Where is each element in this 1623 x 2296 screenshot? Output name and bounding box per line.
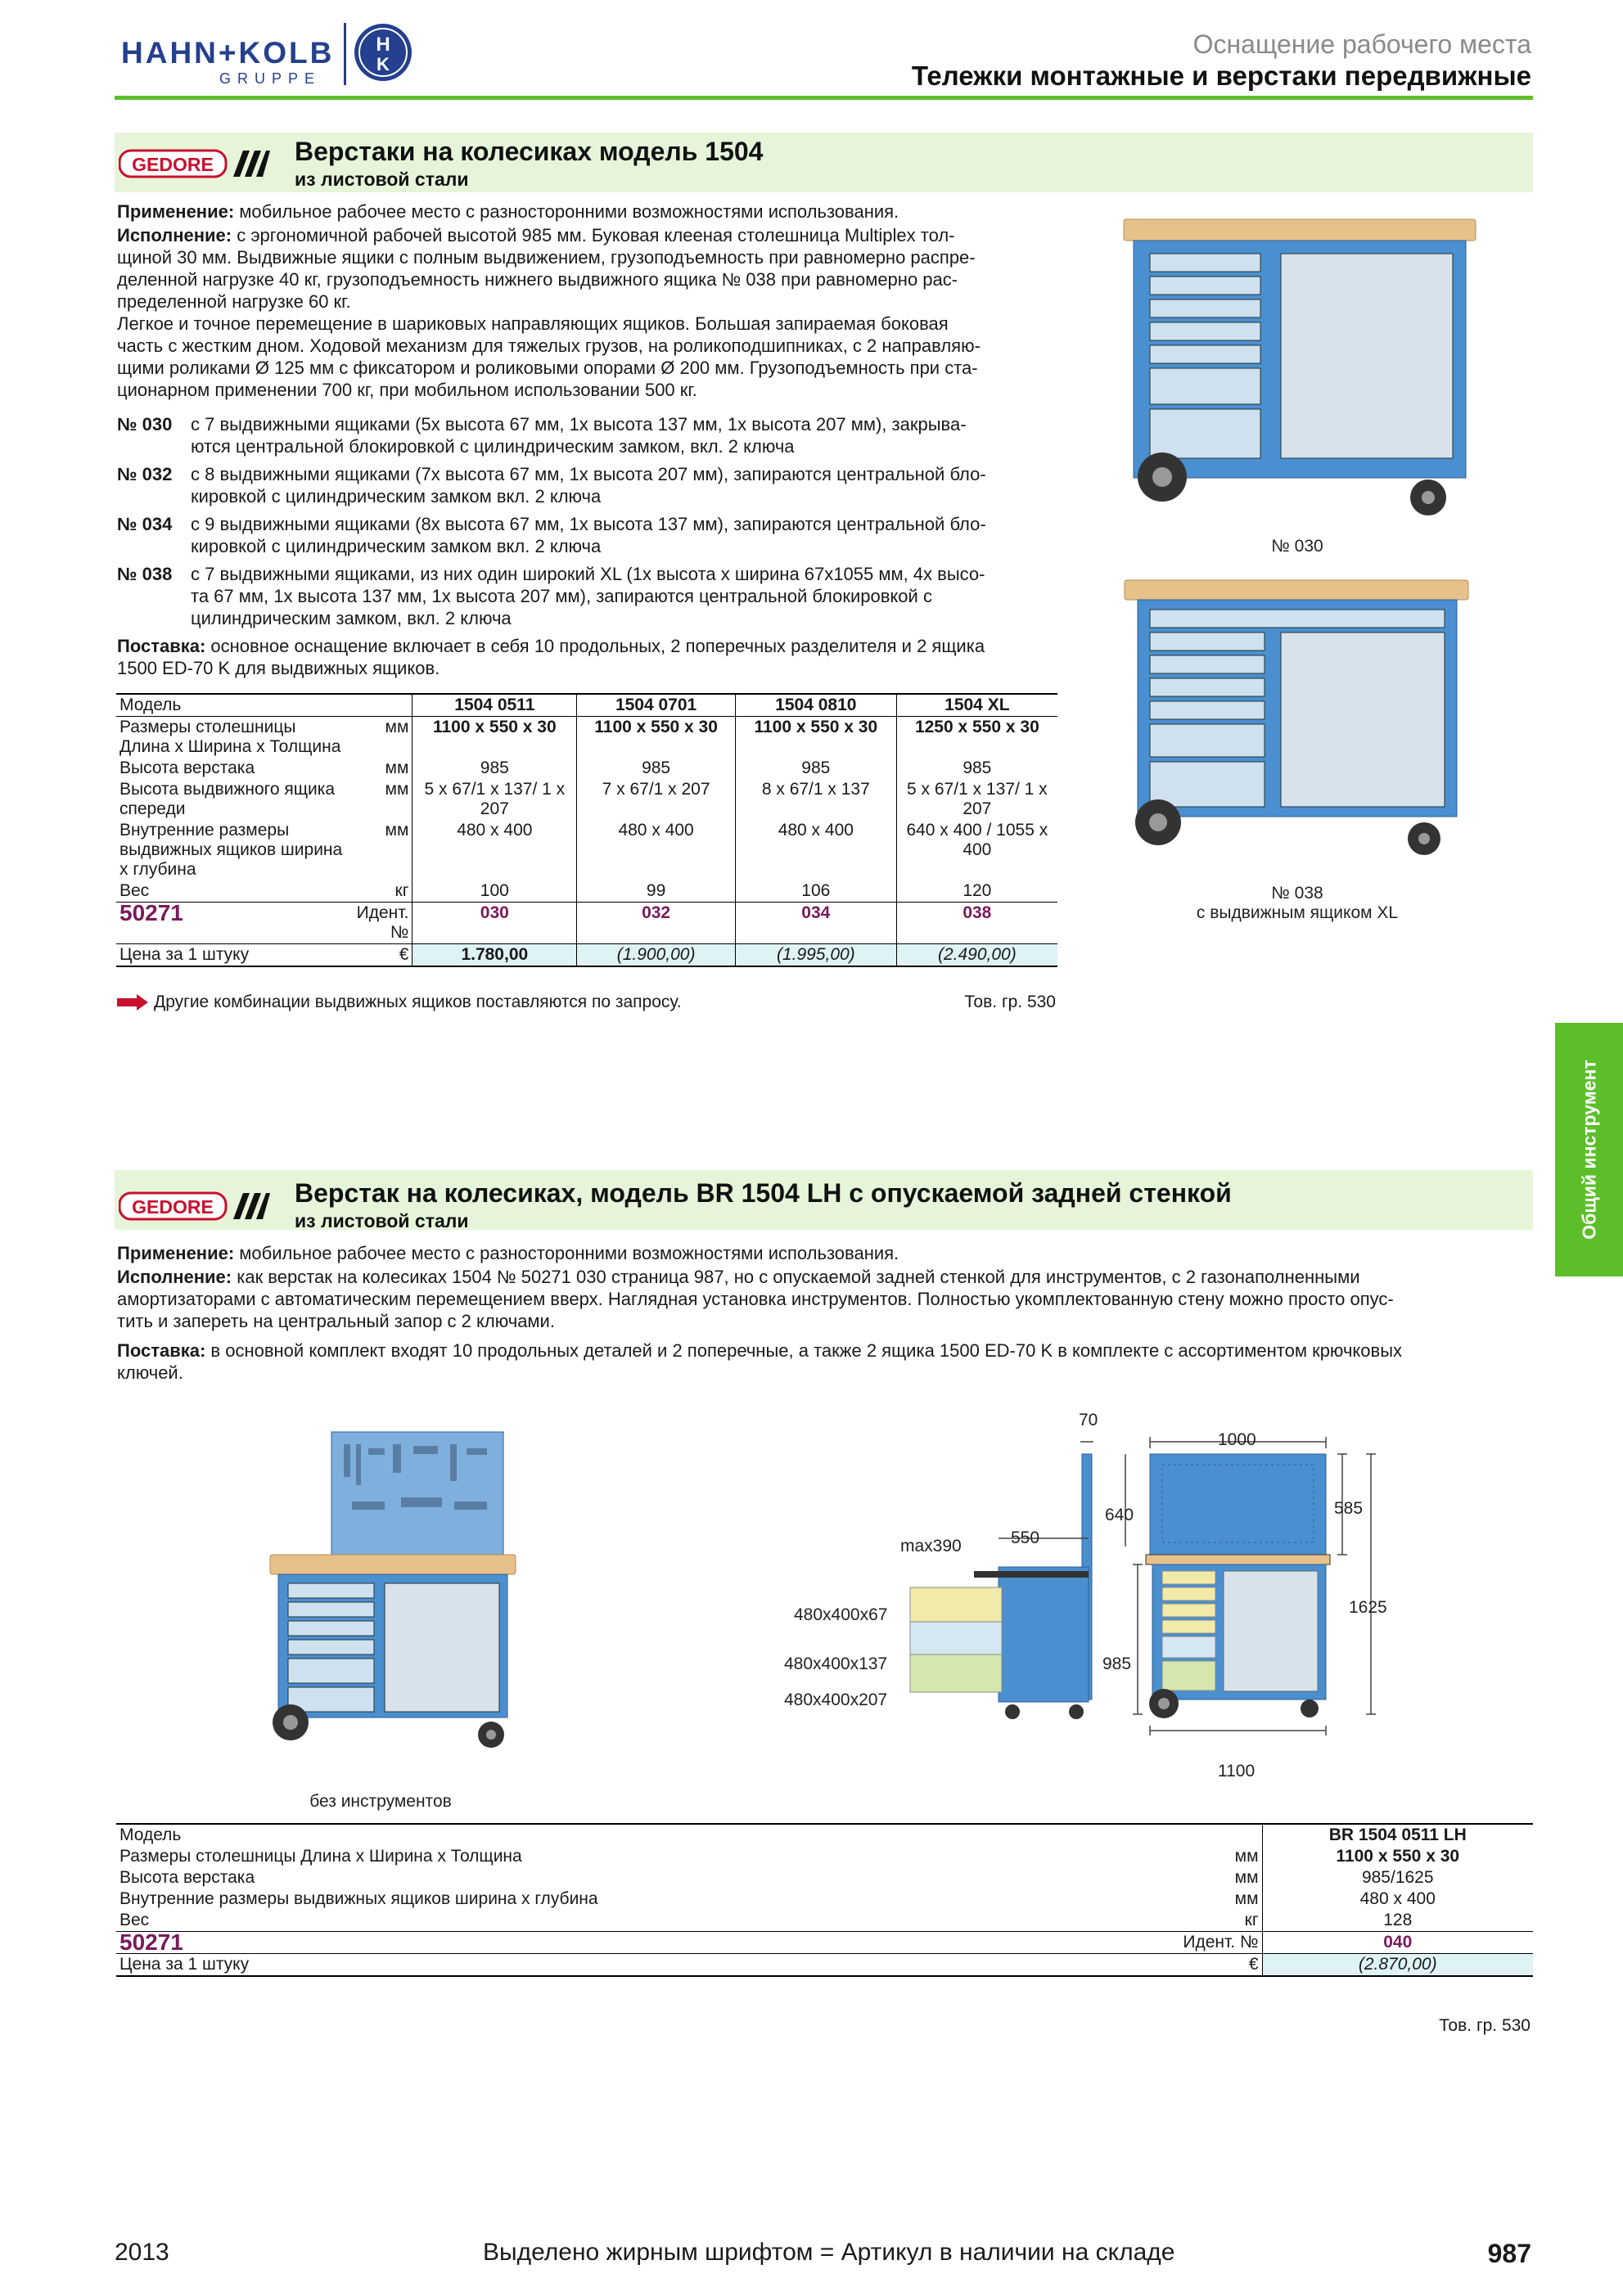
cell-value: 480 x 400 [577, 820, 736, 880]
section2-subtitle: из листовой стали [295, 1210, 469, 1231]
price-value: (1.900,00) [577, 944, 736, 967]
footer-note: Выделено жирным шрифтом = Артикул в наличии на складе [483, 2239, 1175, 2266]
row-unit: мм [345, 758, 413, 779]
gedore-logo-icon [119, 1190, 270, 1222]
section1-delivery: Поставка: основное оснащение включает в себя 10 продольных, 2 поперечных разделителя и 2 ящика 1500 ED-70 K для выдвижных ящиков. [117, 636, 985, 678]
row-unit: мм [1139, 1867, 1262, 1889]
section1-note: Другие комбинации выдвижных ящиков поставляются по запросу. [154, 993, 682, 1011]
dim-70: 70 [1079, 1411, 1098, 1429]
row-label: Размеры столешницы Длина х Ширина х Толщина [119, 1847, 522, 1866]
cell-value: 8 x 67/1 x 137 [735, 779, 896, 820]
cell-value: 99 [577, 880, 736, 903]
model-038-desc: № 038 с 7 выдвижными ящиками, из них один широкий XL (1х высота х ширина 67х1055 мм, 4х высо- та 67 мм, 1х высота 137 мм, 1х высота 207 мм), запираются центральной блокировкой с цилиндрическим замком, вкл. 2 ключа [117, 564, 985, 628]
model-header: 1504 XL [944, 696, 1010, 714]
side-tab-label: Общий инструмент [1578, 1060, 1599, 1240]
page-category: Оснащение рабочего места [1192, 29, 1531, 59]
price-label: Цена за 1 штуку [119, 1955, 250, 1974]
footer-year: 2013 [115, 2239, 169, 2266]
table-row [116, 1846, 1533, 1867]
page-number: 987 [1487, 2239, 1531, 2268]
row-unit: мм [1139, 1846, 1262, 1867]
ident-value: 040 [1383, 1933, 1413, 1952]
section2-tov-gr: Тов. гр. 530 [1439, 2016, 1531, 2035]
svg-text:GEDORE: GEDORE [132, 154, 214, 175]
caption-no-tools: без инструментов [309, 1792, 452, 1811]
arrow-right-icon [117, 994, 150, 1011]
table-row [116, 779, 1057, 820]
article-number: 50271 [119, 1929, 183, 1955]
hk-emblem-icon [352, 21, 414, 83]
section1-execution: Исполнение: с эргономичной рабочей высотой 985 мм. Буковая клееная столешница Multiplex тол- щиной 30 мм. Выдвижные ящики с полным выдвижением, грузоподъемность при равномерно распре- деленной нагрузке 40 кг, грузоподъемность нижнего выдвижного ящика № 038 при равномерно рас- пределенной нагрузке 60 кг. Легкое и точное перемещение в шариковых направляющих ящиков. Большая запираемая боковая часть с жестким дном. Ходовой механизм для тяжелых грузов, на роликоподшипниках, с 2 направляю- щими роликами Ø 125 мм с фиксатором и роликовыми опорами Ø 200 мм. Грузоподъемность при ста- ционарном применении 700 кг, при мобильном использовании 500 кг. [117, 225, 981, 400]
table-row [116, 820, 1057, 880]
row-unit: кг [345, 880, 413, 903]
dimension-diagram [900, 1407, 1391, 1776]
row-unit: мм [345, 717, 413, 759]
row-label: Вес [119, 881, 150, 900]
row-label: Высота выдвижного ящика спереди [119, 780, 336, 818]
ident-value: 034 [735, 903, 896, 944]
table-row [116, 1954, 1533, 1977]
cell-value: 1100 x 550 x 30 [413, 717, 577, 759]
table-row [116, 944, 1057, 967]
cell-value: 1250 x 550 x 30 [914, 718, 1039, 736]
row-label: Высота верстака [119, 759, 255, 777]
svg-text:K: K [376, 54, 390, 74]
cell-value: 100 [413, 880, 577, 903]
cell-value: 985 [413, 758, 577, 779]
cell-value: 985 [735, 758, 896, 779]
price-label: Цена за 1 штуку [119, 945, 250, 964]
dim-985: 985 [1102, 1654, 1132, 1673]
cell-value: 985/1625 [1361, 1868, 1434, 1887]
model-header: 1504 0701 [577, 694, 736, 717]
row-label: Вес [119, 1911, 150, 1929]
price-value: (2.870,00) [1262, 1954, 1533, 1977]
logo-divider [344, 23, 346, 85]
cell-value: 120 [963, 881, 992, 900]
section2-execution: Исполнение: как верстак на колесиках 1504 № 50271 030 страница 987, но с опускаемой задней стенкой для инструментов, с 2 газонаполненными амортизаторами с автоматическим перемещением вверх. Наглядная установка инструментов. Полностью укомплектованную стену можно просто опус- тить и запереть на центральный запор с 2 ключами. [117, 1267, 1394, 1331]
table-row [116, 694, 1057, 717]
model-header: 1504 0810 [735, 694, 896, 717]
section1-title: Верстаки на колесиках модель 1504 [295, 137, 764, 166]
cell-value: 480 x 400 [413, 820, 577, 880]
cell-value: 1100 x 550 x 30 [735, 717, 896, 759]
row-label: Внутренние размеры выдвижных ящиков ширина х глубина [119, 1889, 598, 1908]
dim-550: 550 [1011, 1528, 1040, 1547]
price-value: (2.490,00) [896, 944, 1057, 967]
cell-value: 5 x 67/1 x 137/ 1 x 207 [413, 779, 577, 820]
table-row [116, 880, 1057, 903]
section2-title: Верстак на колесиках, модель BR 1504 LH с опускаемой задней стенкой [295, 1178, 1232, 1208]
row-unit: мм [345, 779, 413, 820]
ident-label: Идент. № [345, 903, 413, 944]
side-tab-general-tools[interactable] [1555, 1023, 1623, 1276]
dim-drawer-137: 480x400x137 [784, 1654, 888, 1673]
table-row [116, 717, 1057, 759]
table-row [116, 1824, 1533, 1846]
model-label: Модель [116, 1824, 1262, 1846]
table-row [116, 903, 1057, 944]
currency: € [1139, 1954, 1262, 1977]
model-header: BR 1504 0511 LH [1328, 1826, 1467, 1844]
caption-030: № 030 [1271, 537, 1323, 556]
section1-tov-gr: Тов. гр. 530 [964, 993, 1056, 1011]
logo-sub: GRUPPE [219, 70, 322, 87]
dim-drawer-67: 480x400x67 [794, 1605, 888, 1624]
dim-1625: 1625 [1349, 1598, 1387, 1617]
row-label: Размеры столешницы Длина х Ширина х Толщина [119, 718, 341, 756]
row-unit: мм [345, 820, 413, 880]
cell-value: 7 x 67/1 x 207 [577, 779, 736, 820]
table-row [116, 758, 1057, 779]
svg-text:GEDORE: GEDORE [132, 1196, 214, 1218]
cell-value: 480 x 400 [1359, 1889, 1436, 1908]
header-rule [115, 96, 1533, 100]
dim-585: 585 [1334, 1499, 1364, 1518]
dim-1000: 1000 [1218, 1430, 1256, 1449]
caption-038: № 038 с выдвижным ящиком XL [1196, 884, 1399, 922]
dim-640: 640 [1105, 1506, 1134, 1524]
cell-value: 480 x 400 [735, 820, 896, 880]
row-label: Внутренние размеры выдвижных ящиков ширина х глубина [119, 821, 343, 879]
row-unit: мм [1139, 1889, 1262, 1910]
cell-value: 106 [735, 880, 896, 903]
model-034-desc: № 034 с 9 выдвижными ящиками (8х высота 67 мм, 1х высота 137 мм), запираются центральной бло- кировкой с цилиндрическим замком вкл. 2 ключа [117, 514, 986, 556]
ident-value: 030 [413, 903, 577, 944]
cell-value: 1100 x 550 x 30 [577, 717, 736, 759]
table-row [116, 1910, 1533, 1932]
price-value: 1.780,00 [413, 944, 577, 967]
dim-1100: 1100 [1218, 1762, 1256, 1781]
row-label: Высота верстака [119, 1868, 255, 1887]
section2-delivery: Поставка: в основной комплект входят 10 продольных деталей и 2 поперечные, а также 2 ящика 1500 ED-70 K в комплекте с ассортиментом крючковых ключей. [117, 1340, 1403, 1383]
table-row [116, 1867, 1533, 1889]
workbench-030-image [1117, 211, 1477, 532]
workbench-br1504-image [254, 1428, 524, 1755]
workbench-038-image [1121, 577, 1473, 863]
cell-value: 640 x 400 / 1055 x 400 [906, 821, 1048, 859]
cell-value: 1100 x 550 x 30 [1336, 1847, 1460, 1866]
svg-text:H: H [376, 34, 390, 56]
section1-subtitle: из листовой стали [295, 169, 469, 190]
gedore-logo-icon [119, 147, 270, 180]
article-number: 50271 [119, 900, 183, 925]
section1-spec-table [116, 693, 1057, 967]
section2-spec-table [116, 1823, 1533, 1977]
model-030-desc: № 030 с 7 выдвижными ящиками (5х высота 67 мм, 1х высота 137 мм, 1х высота 207 мм), закрыва- ются центральной блокировкой с цилиндрическим замком, вкл. 2 ключа [117, 414, 967, 457]
model-032-desc: № 032 с 8 выдвижными ящиками (7х высота 67 мм, 1х высота 207 мм), запираются центральной бло- кировкой с цилиндрическим замком вкл. 2 ключа [117, 464, 986, 506]
dim-drawer-207: 480x400x207 [784, 1690, 888, 1709]
logo-text: HAHN+KOLB [121, 36, 335, 70]
ident-value: 038 [963, 903, 992, 922]
ident-value: 032 [577, 903, 736, 944]
cell-value: 985 [577, 758, 736, 779]
cell-value: 128 [1383, 1911, 1413, 1929]
price-value: (1.995,00) [735, 944, 896, 967]
table-row [116, 1889, 1533, 1910]
section2-application: Применение: мобильное рабочее место с разносторонними возможностями использования. [117, 1243, 899, 1263]
section1-application: Применение: мобильное рабочее место с разносторонними возможностями использования. [117, 201, 899, 222]
currency: € [345, 944, 413, 967]
row-unit: кг [1139, 1910, 1262, 1932]
dim-max390: max390 [900, 1537, 962, 1555]
ident-label: Идент. № [1139, 1932, 1262, 1954]
cell-value: 5 x 67/1 x 137/ 1 x 207 [907, 780, 1048, 818]
model-label: Модель [116, 694, 413, 717]
model-header: 1504 0511 [413, 694, 577, 717]
cell-value: 985 [963, 759, 992, 777]
table-row [116, 1932, 1533, 1954]
page-subcategory: Тележки монтажные и верстаки передвижные [911, 61, 1531, 91]
